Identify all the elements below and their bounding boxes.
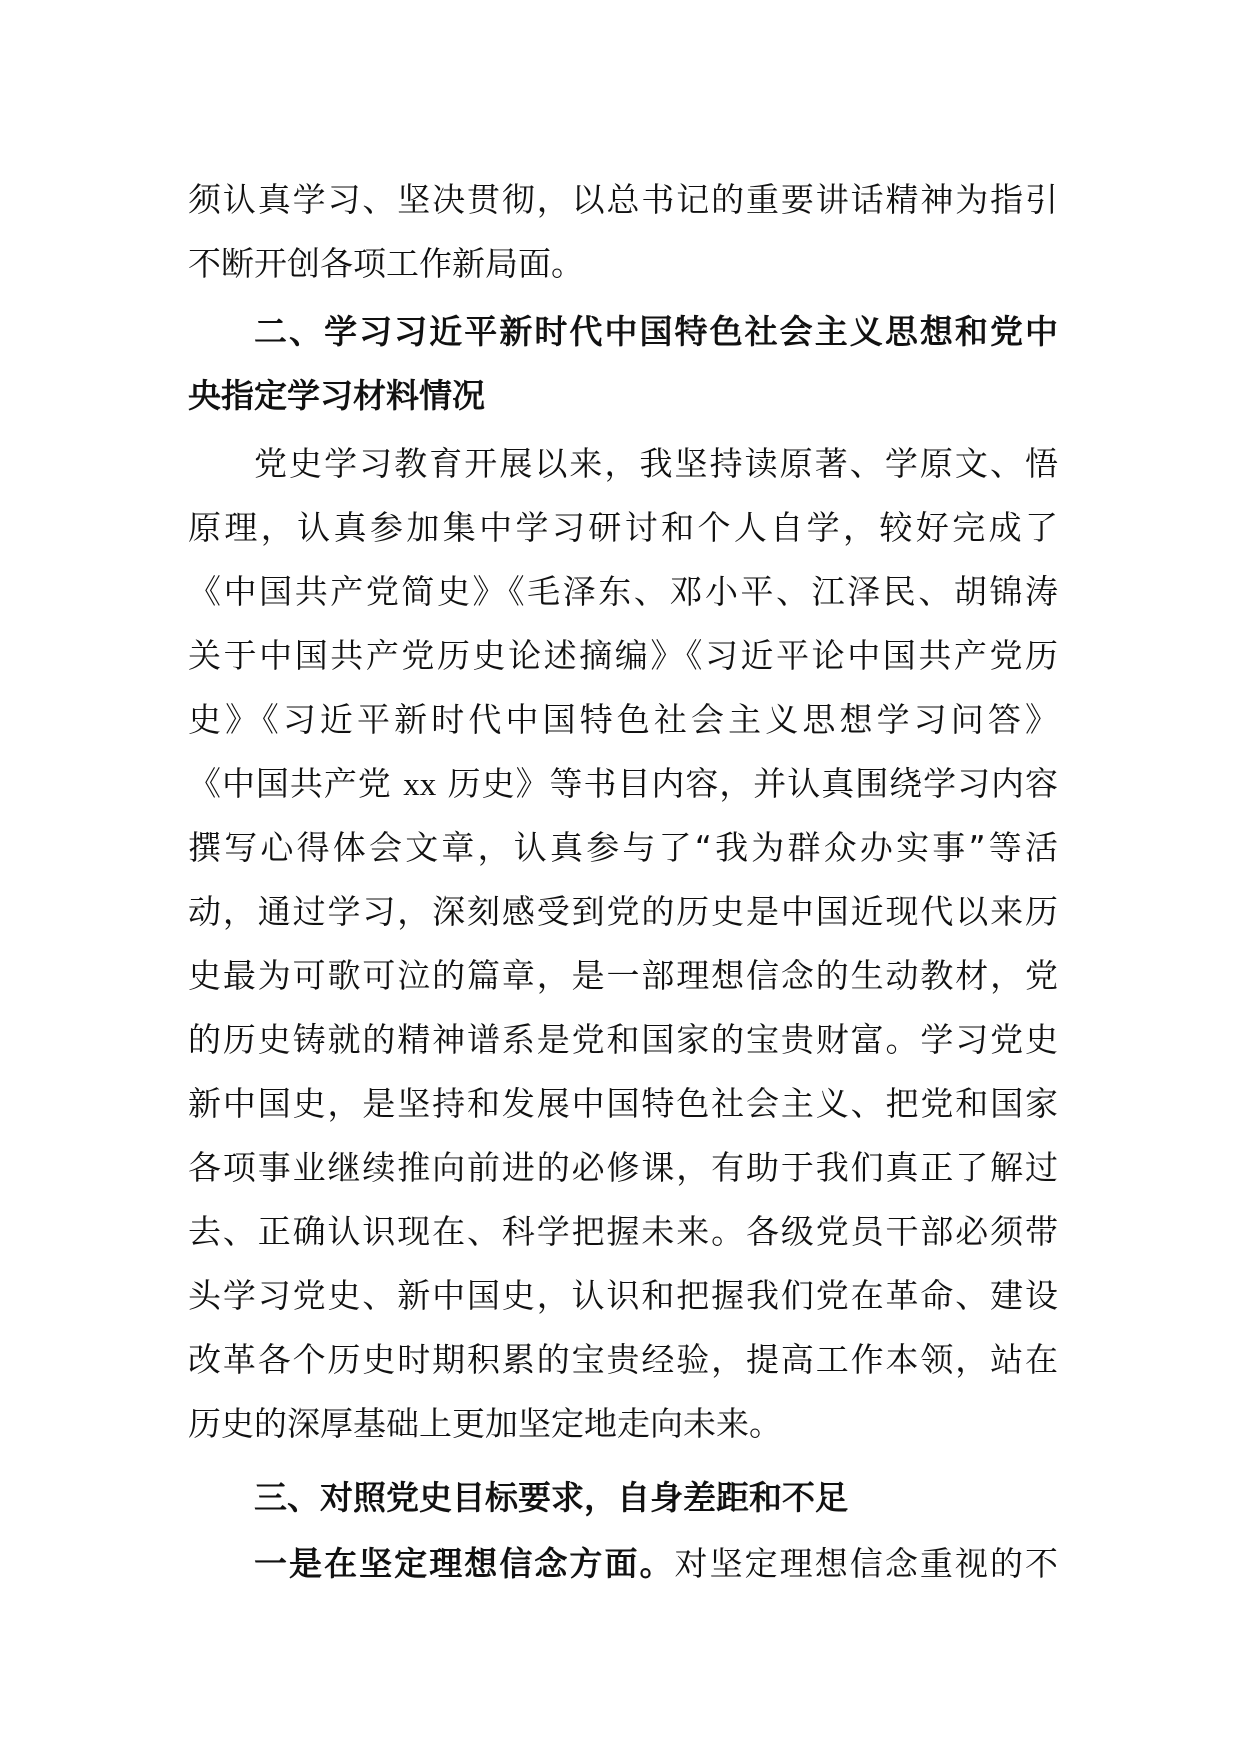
paragraph-line: 须认真学习、坚决贯彻，以总书记的重要讲话精神为指引 xyxy=(188,180,1058,219)
lead-in-bold: 一是在坚定理想信念方面。 xyxy=(254,1544,675,1583)
paragraph-line xyxy=(254,1532,1058,1596)
placeholder-text: xx xyxy=(403,767,437,803)
paragraph-line: 史最为可歌可泣的篇章，是一部理想信念的生动教材，党 xyxy=(188,956,1058,995)
paragraph-line: 的历史铸就的精神谱系是党和国家的宝贵财富。学习党史 xyxy=(188,1020,1058,1059)
paragraph-line: 撰写心得体会文章，认真参与了“我为群众办实事”等活 xyxy=(188,828,1058,867)
line-text: 历史》等书目内容，并认真围绕学习内容 xyxy=(436,764,1058,803)
line-text: 对坚定理想信念重视的不 xyxy=(674,1544,1058,1583)
paragraph-line: 关于中国共产党历史论述摘编》《习近平论中国共产党历 xyxy=(188,636,1058,675)
paragraph-line: 党史学习教育开展以来，我坚持读原著、学原文、悟 xyxy=(254,444,1058,483)
section-heading: 三、对照党史目标要求，自身差距和不足 xyxy=(254,1478,848,1517)
section-heading: 央指定学习材料情况 xyxy=(188,376,485,415)
paragraph-line: 历史的深厚基础上更加坚定地走向未来。 xyxy=(188,1404,782,1443)
paragraph-line: 《中国共产党简史》《毛泽东、邓小平、江泽民、胡锦涛 xyxy=(188,572,1058,611)
paragraph-line: 史》《习近平新时代中国特色社会主义思想学习问答》 xyxy=(188,700,1058,739)
paragraph-line xyxy=(188,752,1058,816)
paragraph-line: 不断开创各项工作新局面。 xyxy=(188,244,584,283)
paragraph-line: 动，通过学习，深刻感受到党的历史是中国近现代以来历 xyxy=(188,892,1058,931)
paragraph-line: 新中国史，是坚持和发展中国特色社会主义、把党和国家 xyxy=(188,1084,1058,1123)
paragraph-line: 头学习党史、新中国史，认识和把握我们党在革命、建设 xyxy=(188,1276,1058,1315)
paragraph-line: 各项事业继续推向前进的必修课，有助于我们真正了解过 xyxy=(188,1148,1058,1187)
paragraph-line: 去、正确认识现在、科学把握未来。各级党员干部必须带 xyxy=(188,1212,1058,1251)
section-heading: 二、学习习近平新时代中国特色社会主义思想和党中 xyxy=(254,312,1058,351)
paragraph-line: 改革各个历史时期积累的宝贵经验，提高工作本领，站在 xyxy=(188,1340,1058,1379)
line-text: 《中国共产党 xyxy=(188,764,404,803)
paragraph-line: 原理，认真参加集中学习研讨和个人自学，较好完成了 xyxy=(188,508,1058,547)
